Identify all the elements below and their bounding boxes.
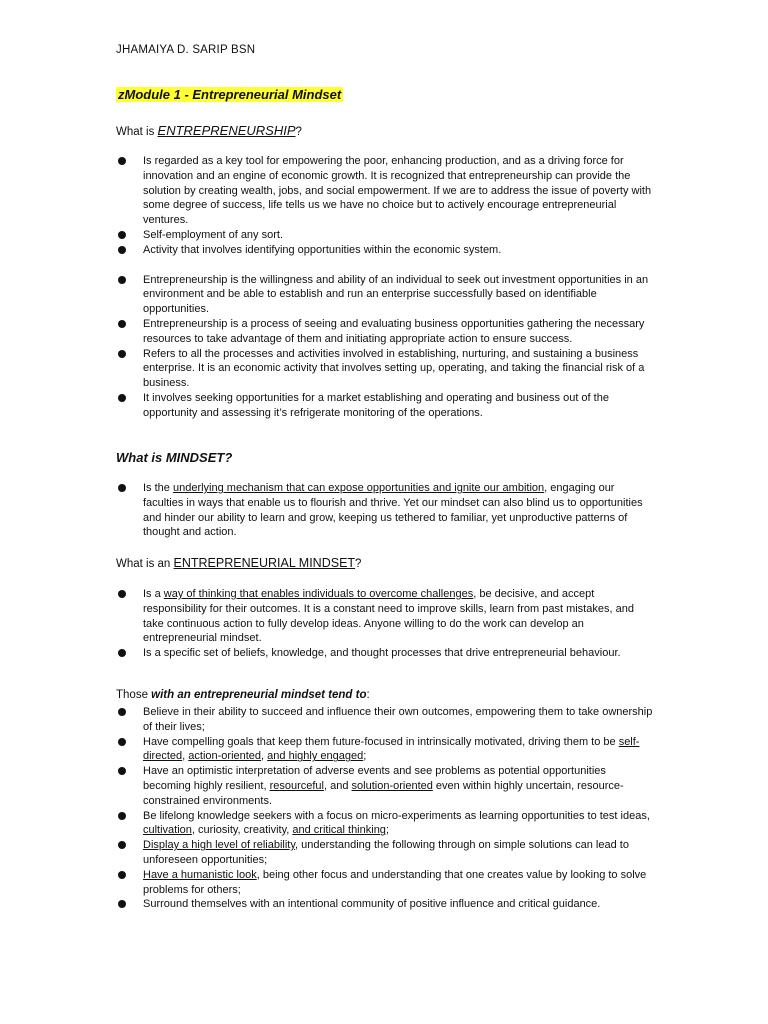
list-item-text: ; [363,750,367,763]
list-item [116,154,656,228]
underlined-phrase: way of thinking that enables individuals to overcome challenges [163,588,474,600]
question-mindset-label: What is MINDSET? [116,450,233,465]
list-item-text: , understanding the following through on simple solutions can lead to unforeseen opportunities; [143,839,629,866]
bullet-icon [118,900,126,908]
underlined-phrase: and highly engaged [267,750,364,763]
list-item [116,897,656,912]
question-prefix: What is an [116,558,174,570]
bullet-icon [118,738,126,746]
list-item [116,391,656,421]
mindset-list [116,481,656,540]
list-item-text: Activity that involves identifying opportunities within the economic system. [143,243,502,256]
list-item-text: Entrepreneurship is the willingness and ability of an individual to seek out investment opportunities in an environment and be able to establish and run an enterprise successfully based on identifiable opportunities. [143,273,649,316]
bullet-icon [118,590,126,598]
list-item [116,838,656,868]
list-item-text: Have an optimistic interpretation of adverse events and see problems as potential opportunities becoming highly resilient, [143,765,606,792]
question-suffix: ? [355,558,362,570]
list-item-text: Is a specific set of beliefs, knowledge, and thought processes that drive entrepreneurial behaviour. [143,647,621,660]
underlined-phrase: self-directed [143,735,640,763]
separator: , and [324,779,352,792]
bullet-icon [118,484,126,492]
separator: , [182,750,189,763]
bullet-icon [118,231,126,239]
list-item [116,868,656,898]
list-item-text: It involves seeking opportunities for a market establishing and operating and business out of the opportunity and assessing it’s refrigerate monitoring of the operations. [143,391,609,419]
list-item-text: Have compelling goals that keep them future-focused in intrinsically motivated, driving them to be [143,735,619,748]
list-item [116,764,656,808]
underlined-phrase: Display a high level of reliability [143,839,296,852]
list-item-text: ; [385,824,389,837]
list-item-text: Entrepreneurship is a process of seeing and evaluating business opportunities gathering the necessary resources to take advantage of them and initiating appropriate action to ensure success. [143,317,645,345]
list-item [116,587,656,646]
intro-text: : [366,689,370,701]
bullet-icon [118,767,126,775]
bullet-icon [118,157,126,165]
list-item-text: Is a [143,588,164,600]
underlined-phrase: underlying mechanism that can expose opportunities and ignite our ambition [172,482,545,494]
bullet-icon [118,320,126,328]
list-item [116,273,656,317]
question-entrepreneurial-mindset [116,556,361,570]
bullet-icon [118,350,126,358]
underlined-phrase: and critical thinking [292,824,386,837]
list-item-text: Is the [143,482,173,494]
list-item-text: Refers to all the processes and activities involved in establishing, nurturing, and sustaining a business enterprise. It is an economic activity that involves setting up, operating, and taking the financial risk of a business. [143,347,645,390]
intro-emphasis: with an entrepreneurial mindset tend to [151,689,367,701]
list-item-text: , be decisive, and accept responsibility for their outcomes. It is a constant need to improve skills, learn from past mistakes, and take continuous action to fully develop ideas. Anyone willing to do the work can develop an entrepreneurial mindset. [143,588,634,645]
question-entrepreneurship [116,123,302,138]
term-entrepreneurial-mindset: ENTREPRENEURIAL MINDSET [173,556,356,570]
question-prefix: What is [116,126,158,138]
list-item [116,228,656,243]
bullet-icon [118,871,126,879]
separator: , [261,750,268,763]
term-entrepreneurship: ENTREPRENEURSHIP [157,123,296,138]
underlined-phrase: Have a humanistic look [143,868,257,881]
entrepreneurship-list [116,154,656,421]
list-item [116,735,656,765]
bullet-icon [118,394,126,402]
bullet-icon [118,812,126,820]
underlined-phrase: action-oriented [188,750,262,763]
question-suffix: ? [295,126,302,138]
traits-intro [116,689,370,701]
list-item [116,347,656,391]
list-item-text: Is regarded as a key tool for empowering the poor, enhancing production, and as a driving force for innovation and an engine of economic growth. It is recognized that entrepreneurship can provide the solution by creating wealth, jobs, and social empowerment. If we are to address the issue of poverty with some degree of success, life tells us we have no choice but to actively encourage entrepreneurial ventures. [143,155,652,227]
bullet-icon [118,649,126,657]
list-item-text: Be lifelong knowledge seekers with a focus on micro-experiments as learning opportunities to test ideas, [143,809,650,822]
underlined-phrase: resourceful [269,779,324,792]
list-item [116,243,656,258]
question-mindset [116,450,232,465]
traits-list [116,705,656,912]
list-item-text: Believe in their ability to succeed and influence their own outcomes, empowering them to take ownership of their lives; [143,706,653,733]
underlined-phrase: cultivation [143,824,192,837]
module-title: zModule 1 - Entrepreneurial Mindset [118,87,342,102]
list-item [116,705,656,735]
bullet-icon [118,276,126,284]
list-item [116,317,656,347]
bullet-icon [118,708,126,716]
list-item [116,481,656,540]
list-item-text: , engaging our faculties in ways that enable us to flourish and thrive. Yet our mindset can also blind us to opportunities and hinder our ability to learn and grow, keeping us tethered to familiar, yet unproductive patterns of thought and action. [143,482,643,539]
author-name: JHAMAIYA D. SARIP BSN [116,44,256,56]
bullet-icon [118,841,126,849]
list-item-text: Self-employment of any sort. [143,228,284,241]
bullet-icon [118,246,126,254]
list-item [116,809,656,839]
underlined-phrase: solution-oriented [351,779,433,792]
separator: , curiosity, creativity, [191,824,293,837]
entrepreneurial-mindset-list [116,587,656,661]
intro-text: Those [116,689,152,701]
list-item [116,646,656,661]
list-item-text: even within highly uncertain, resource-constrained environments. [143,779,624,807]
list-item-text: Surround themselves with an intentional community of positive influence and critical guidance. [143,898,601,911]
list-item-text: , being other focus and understanding that one creates value by looking to solve problems for others; [143,868,647,896]
